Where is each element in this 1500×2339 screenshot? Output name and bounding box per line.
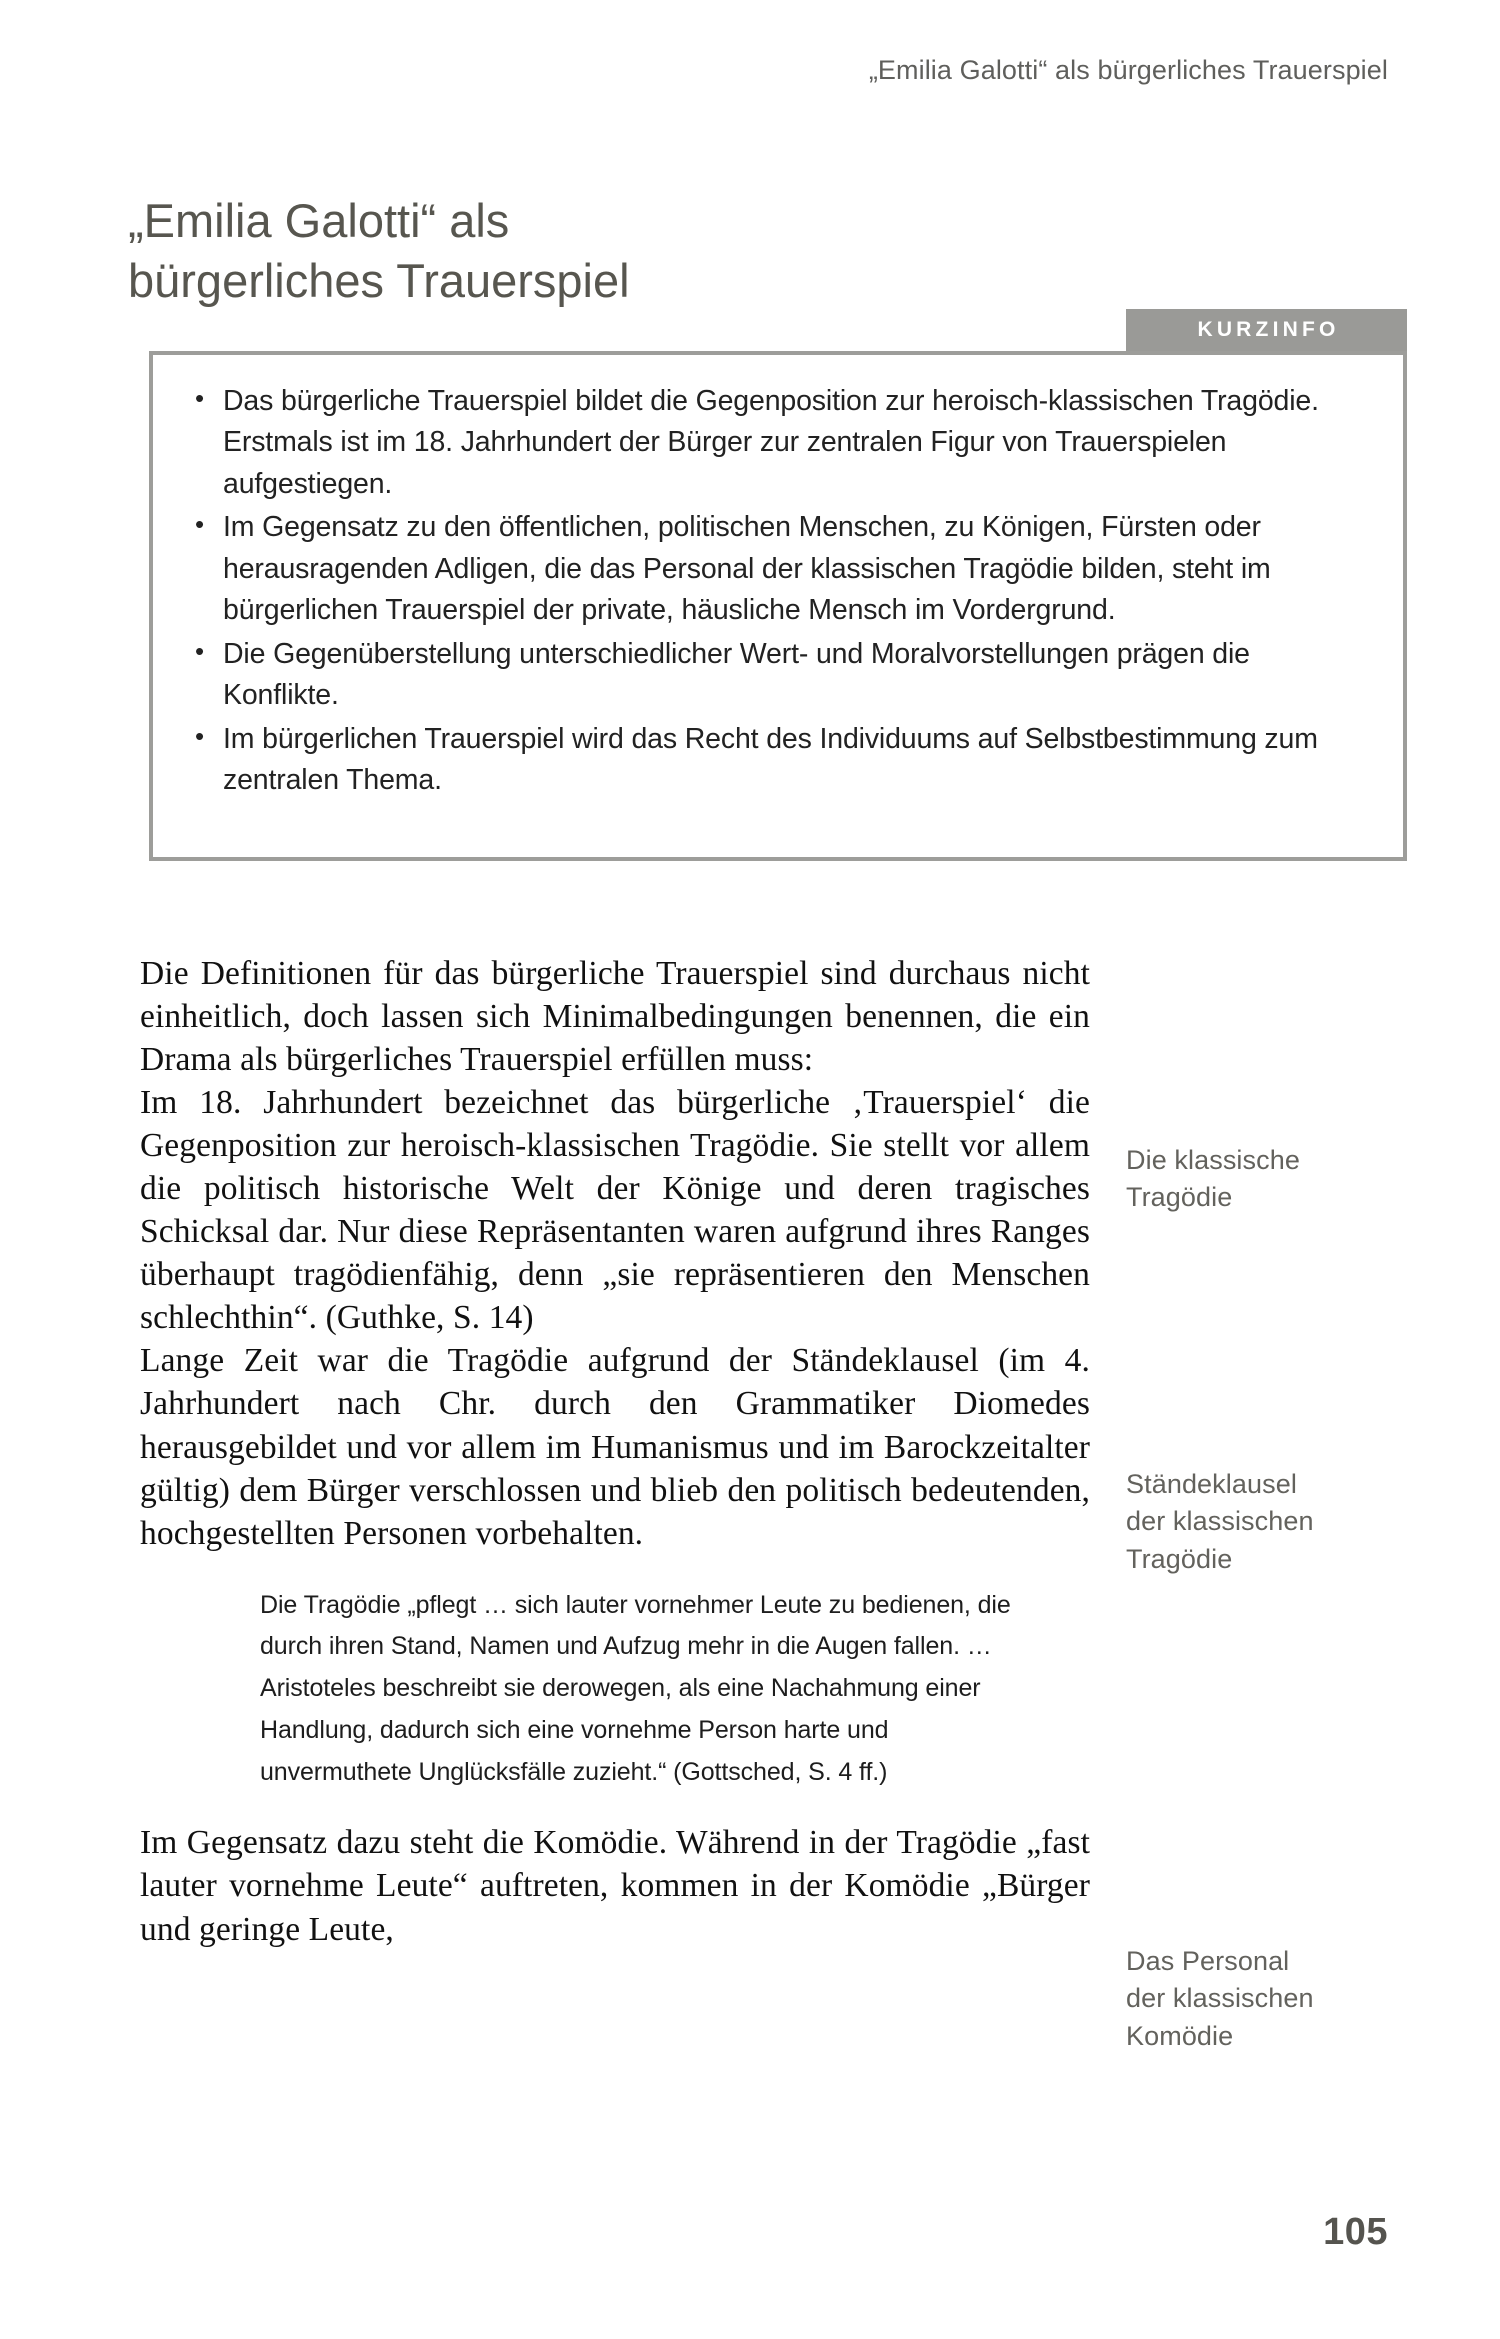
kurzinfo-badge: KURZINFO: [1126, 309, 1407, 351]
margin-note: [1126, 1142, 1416, 1217]
page-number: 105: [1323, 2211, 1388, 2253]
margin-note-line: Komödie: [1126, 2020, 1234, 2051]
margin-note-line: Das Personal: [1126, 1946, 1290, 1976]
running-head: „Emilia Galotti“ als bürgerliches Trauerspiel: [868, 55, 1388, 85]
main-text-column: [140, 952, 1090, 1951]
block-quote: [140, 1585, 1090, 1794]
body-paragraph-4: Im Gegensatz dazu steht die Komödie. Während in der Tragödie „fast lauter vornehme Leute“ auftreten, kommen in der Komödie „Bürger und geringe Leute,: [140, 1824, 1090, 1948]
list-item: • Im bürgerlichen Trauerspiel wird das Recht des Individuums auf Selbstbestimmung zum zentralen Thema.: [187, 719, 1373, 802]
page-title-line-1: „Emilia Galotti“ als: [128, 194, 510, 248]
page-title-line-2: bürgerliches Trauerspiel: [128, 253, 630, 307]
list-item: • Das bürgerliche Trauerspiel bildet die Gegenposition zur heroisch-klassischen Tragödie. Erstmals ist im 18. Jahrhundert der Bürger zur zentralen Figur von Trauerspielen aufgestiegen.: [187, 381, 1373, 505]
margin-note-line: der klassischen: [1126, 1506, 1314, 1537]
margin-note-line: Tragödie: [1126, 1182, 1233, 1213]
margin-note: [1126, 1466, 1416, 1578]
kurzinfo-box: [149, 351, 1407, 861]
kurzinfo-bullet-list: [153, 355, 1403, 802]
list-item: • Im Gegensatz zu den öffentlichen, politischen Menschen, zu Königen, Fürsten oder herausragenden Adligen, die das Personal der klassischen Tragödie bilden, steht im bürgerlichen Trauerspiel der private, häusliche Mensch im Vordergrund.: [187, 507, 1373, 631]
list-item: • Die Gegenüberstellung unterschiedlicher Wert- und Moralvorstellungen prägen die Konflikte.: [187, 634, 1373, 717]
body-paragraph-1: Die Definitionen für das bürgerliche Trauerspiel sind durchaus nicht einheitlich, doch lassen sich Minimalbedingungen benennen, die ein Drama als bürgerliches Trauerspiel erfüllen muss:: [140, 955, 1090, 1079]
margin-note-line: Ständeklausel: [1126, 1469, 1297, 1499]
margin-note-line: Die klassische: [1126, 1145, 1300, 1175]
margin-note-line: Tragödie: [1126, 1543, 1233, 1574]
page-title: [128, 191, 1028, 309]
body-paragraph-2: Im 18. Jahrhundert bezeichnet das bürgerliche ‚Trauerspiel‘ die Gegenposition zur heroisch-klassischen Tragödie. Sie stellt vor allem die politisch historische Welt der Könige und deren tragisches Schicksal dar. Nur diese Repräsentanten waren aufgrund ihres Ranges überhaupt tragödienfähig, denn „sie repräsentieren den Menschen schlechthin“. (Guthke, S. 14): [140, 1084, 1090, 1337]
margin-note: [1126, 1943, 1416, 2055]
body-paragraph-3: Lange Zeit war die Tragödie aufgrund der Ständeklausel (im 4. Jahrhundert nach Chr. durch den Grammatiker Diomedes herausgebildet und vor allem im Humanismus und im Barockzeitalter gültig) dem Bürger verschlossen und blieb den politisch bedeutenden, hochgestellten Personen vorbehalten.: [140, 1342, 1090, 1552]
block-quote-text: Die Tragödie „pflegt … sich lauter vornehmer Leute zu bedienen, die durch ihren Stand, Namen und Aufzug mehr in die Augen fallen. … Aristoteles beschreibt sie derowegen, als eine Nachahmung einer Handlung, dadurch sich eine vornehme Person harte und unvermuthete Unglücksfälle zuzieht.“ (Gottsched, S. 4 ff.): [260, 1590, 1011, 1786]
margin-note-line: der klassischen: [1126, 1983, 1314, 2014]
